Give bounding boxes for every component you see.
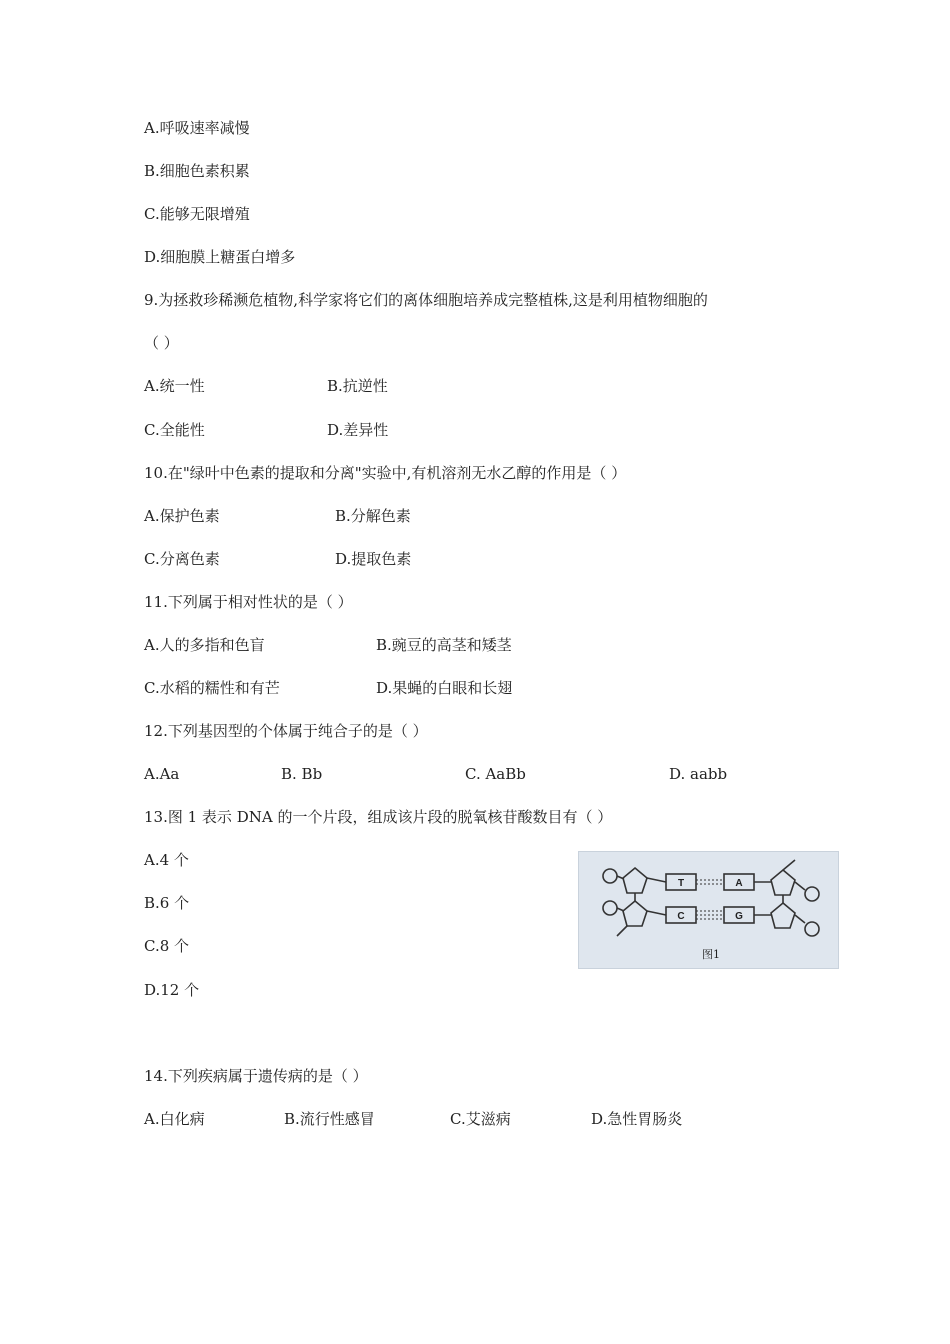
q8-option-d: D.细胞膜上糖蛋白增多	[144, 248, 296, 266]
q8-option-a: A.呼吸速率减慢	[144, 119, 250, 137]
q10-stem: 10.在"绿叶中色素的提取和分离"实验中,有机溶剂无水乙醇的作用是（ ）	[144, 464, 627, 482]
q11-stem: 11.下列属于相对性状的是（ ）	[144, 593, 353, 611]
q14-option-d: D.急性胃肠炎	[591, 1110, 683, 1128]
q9-stem: 9.为拯救珍稀濒危植物,科学家将它们的离体细胞培养成完整植株,这是利用植物细胞的	[144, 291, 708, 309]
q8-option-c: C.能够无限增殖	[144, 205, 250, 223]
q12-option-a: A.Aa	[144, 765, 180, 783]
q11-option-a: A.人的多指和色盲	[144, 636, 265, 654]
q9-option-d: D.差异性	[327, 421, 389, 439]
q13-stem: 13.图 1 表示 DNA 的一个片段，组成该片段的脱氧核苷酸数目有（ ）	[144, 808, 613, 826]
phosphate-circle	[805, 922, 819, 936]
dna-fragment-figure	[578, 851, 839, 969]
q14-option-b: B.流行性感冒	[284, 1110, 375, 1128]
q14-option-a: A.白化病	[144, 1110, 205, 1128]
q9-answer-paren: （ ）	[144, 334, 179, 352]
q13-option-b: B.6 个	[144, 894, 190, 912]
figure-caption: 图1	[702, 948, 720, 961]
phosphate-circle	[603, 901, 617, 915]
deoxyribose-pentagon	[623, 868, 647, 893]
q11-option-b: B.豌豆的高茎和矮茎	[376, 636, 512, 654]
deoxyribose-pentagon	[771, 903, 795, 928]
deoxyribose-pentagon	[623, 901, 647, 926]
deoxyribose-pentagon	[771, 870, 795, 895]
q13-option-d: D.12 个	[144, 981, 200, 999]
q8-option-b: B.细胞色素积累	[144, 162, 250, 180]
q9-option-c: C.全能性	[144, 421, 205, 439]
q9-option-a: A.统一性	[144, 377, 205, 395]
q11-option-c: C.水稻的糯性和有芒	[144, 679, 280, 697]
q10-option-a: A.保护色素	[144, 507, 220, 525]
q12-option-c: C. AaBb	[465, 765, 526, 783]
base-label-bottom-left: C	[677, 911, 685, 922]
base-label-bottom-right: G	[735, 911, 743, 922]
q10-option-b: B.分解色素	[335, 507, 411, 525]
phosphate-circle	[805, 887, 819, 901]
q10-option-c: C.分离色素	[144, 550, 220, 568]
base-label-top-right: A	[735, 878, 743, 889]
q9-option-b: B.抗逆性	[327, 377, 388, 395]
q14-stem: 14.下列疾病属于遗传病的是（ ）	[144, 1067, 368, 1085]
q12-option-b: B. Bb	[281, 765, 323, 783]
q11-option-d: D.果蝇的白眼和长翅	[376, 679, 513, 697]
dna-diagram	[579, 852, 838, 968]
q13-option-a: A.4 个	[144, 851, 189, 869]
q14-option-c: C.艾滋病	[450, 1110, 511, 1128]
base-label-top-left: T	[677, 878, 685, 889]
phosphate-circle	[603, 869, 617, 883]
q10-option-d: D.提取色素	[335, 550, 412, 568]
q12-option-d: D. aabb	[669, 765, 728, 783]
q13-option-c: C.8 个	[144, 937, 190, 955]
q12-stem: 12.下列基因型的个体属于纯合子的是（ ）	[144, 722, 428, 740]
